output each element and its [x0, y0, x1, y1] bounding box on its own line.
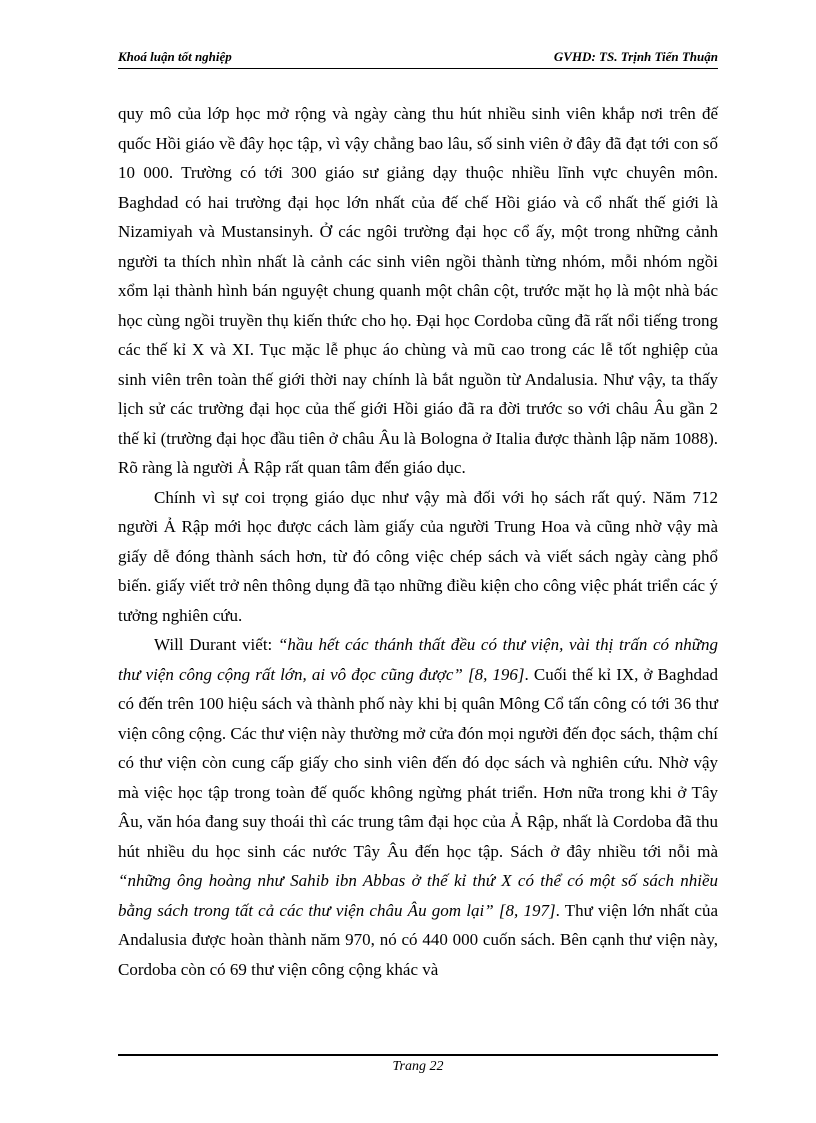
- body-text: [118, 99, 718, 984]
- header-divider: [118, 68, 718, 69]
- paragraph-3-tail: . Thư viện lớn nhất của Andalusia được hoàn thành năm 970, nó có 440 000 cuốn sách. Bên cạnh thư viện này, Cordoba còn có 69 thư viện công cộng khác và: [118, 900, 718, 979]
- paragraph-3-middle: . Cuối thế kỉ IX, ở Baghdad có đến trên 100 hiệu sách và thành phố này khi bị quân Mông Cổ tấn công có tới 36 thư viện công cộng. Các thư viện này thường mở cửa đón mọi người đến đọc sách, thậm chí có thư viện còn cung cấp giấy cho sinh viên đến đó dọc sách và nghiên cứu. Nhờ vậy mà việc học tập trong toàn đế quốc không ngừng phát triển. Hơn nữa trong khi ở Tây Âu, văn hóa đang suy thoái thì các trung tâm đại học của Ả Rập, nhất là Cordoba đã thu hút nhiều du học sinh các nước Tây Âu đến học tập. Sách ở đây nhiều tới nỗi mà: [118, 664, 718, 861]
- paragraph-2: Chính vì sự coi trọng giáo dục như vậy mà đối với họ sách rất quý. Năm 712 người Ả Rập mới học được cách làm giấy của người Trung Hoa và cũng nhờ vậy mà giấy dễ đóng thành sách hơn, từ đó công việc chép sách và viết sách ngày càng phổ biến. giấy viết trở nên thông dụng đã tạo những điều kiện cho công việc phát triển các ý tưởng nghiên cứu.: [118, 487, 718, 625]
- page-header: [118, 48, 718, 66]
- footer-divider: [118, 1054, 718, 1056]
- quote-durant: “hầu hết các thánh thất đều có thư viện, vài thị trấn có những thư viện công cộng rất lớn, ai vô đọc cũng được” [8, 196]: [118, 635, 718, 684]
- paragraph-3-lead: Will Durant viết:: [154, 635, 278, 654]
- paragraph-3: [118, 630, 718, 984]
- quote-sahib: “những ông hoàng như Sahib ibn Abbas ở thế kỉ thứ X có thể có một số sách nhiều bằng sách trong tất cả các thư viện châu Âu gom lại” [8, 197]: [118, 871, 718, 920]
- page-number: Trang 22: [392, 1059, 444, 1074]
- paragraph-1: quy mô của lớp học mở rộng và ngày càng thu hút nhiều sinh viên khắp nơi trên đế quốc Hồi giáo về đây học tập, vì vậy chẳng bao lâu, số sinh viên ở đây đã đạt tới con số 10 000. Trường có tới 300 giáo sư giảng dạy thuộc nhiều lĩnh vực chuyên môn. Baghdad có hai trường đại học lớn nhất của đế chế Hồi giáo và cổ nhất thế giới là Nizamiyah và Mustansinyh. Ở các ngôi trường đại học cổ ấy, một trong những cảnh người ta thích nhìn nhất là cảnh các sinh viên ngồi thành từng nhóm, mỗi nhóm ngồi xổm lại thành hình bán nguyệt chung quanh một chân cột, trước mặt họ là một nhà bác học cùng ngồi truyền thụ kiến thức cho họ. Đại học Cordoba cũng đã rất nổi tiếng trong các thế kỉ X và XI. Tục mặc lễ phục áo chùng và mũ cao trong các lễ tốt nghiệp của sinh viên trên toàn thế giới thời nay chính là bắt nguồn từ Andalusia. Như vậy, ta thấy lịch sử các trường đại học của thế giới Hồi giáo đã ra đời trước so với châu Âu gần 2 thế kỉ (trường đại học đầu tiên ở châu Âu là Bologna ở Italia được thành lập năm 1088). Rõ ràng là người Ả Rập rất quan tâm đến giáo dục.: [118, 104, 718, 477]
- thesis-title: Khoá luận tốt nghiệp: [118, 49, 232, 64]
- supervisor-name: GVHD: TS. Trịnh Tiến Thuận: [553, 49, 718, 64]
